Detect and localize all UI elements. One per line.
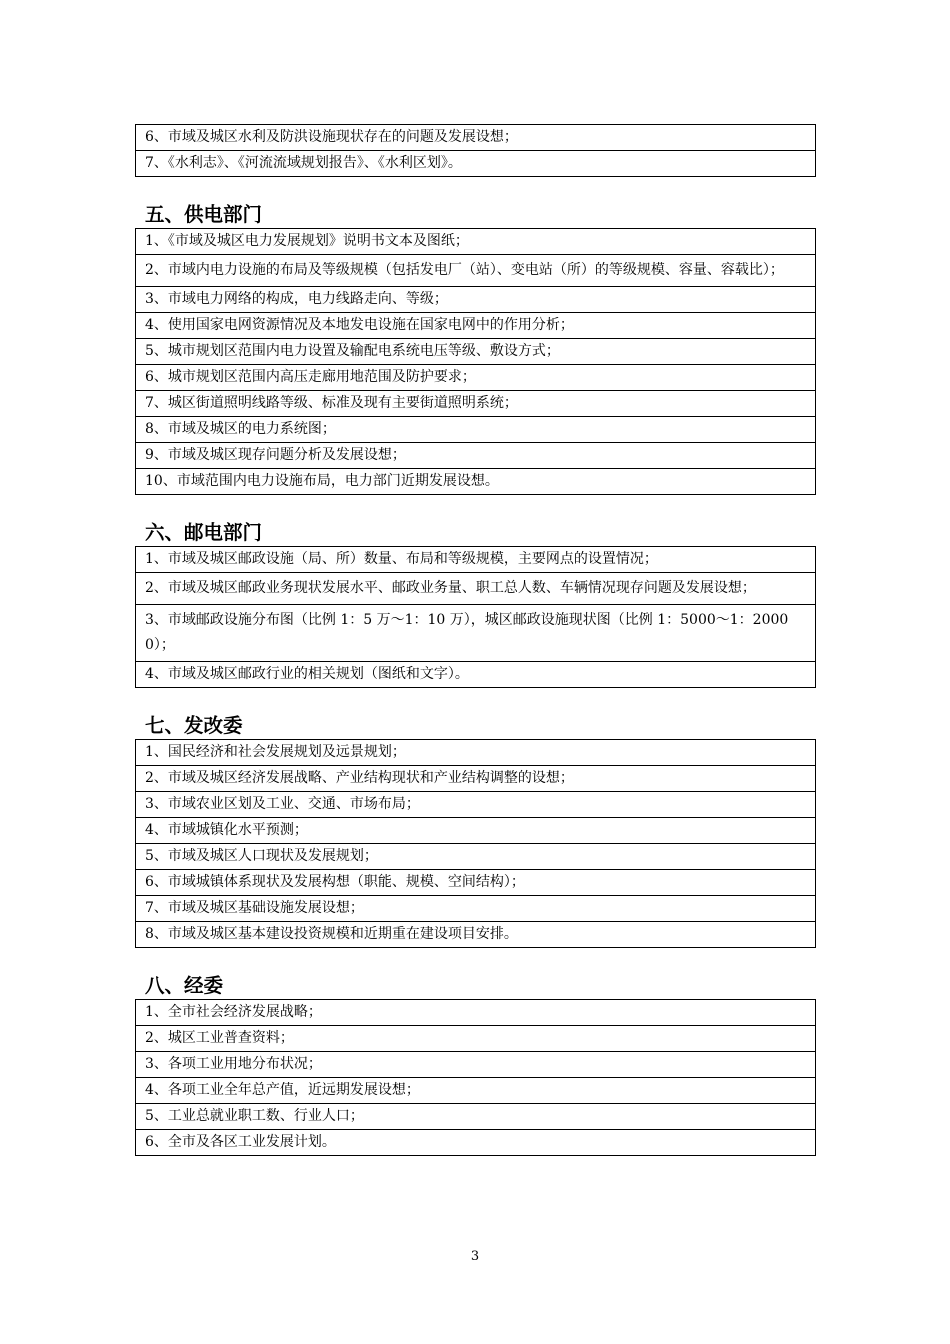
- table-row: [136, 1052, 816, 1078]
- post-items-table: [135, 546, 816, 688]
- table-row: [136, 792, 816, 818]
- table-row: [136, 1078, 816, 1104]
- table-row: [136, 443, 816, 469]
- list-item: 6、市域城镇体系现状及发展构想（职能、规模、空间结构）；: [136, 870, 816, 896]
- table-row: [136, 151, 816, 177]
- table-row: [136, 922, 816, 948]
- list-item: 2、市域内电力设施的布局及等级规模（包括发电厂（站）、变电站（所）的等级规模、容量、容载比）；: [136, 255, 816, 287]
- list-item: 6、全市及各区工业发展计划。: [136, 1130, 816, 1156]
- table-row: [136, 870, 816, 896]
- table-row: [136, 662, 816, 688]
- list-item: 4、使用国家电网资源情况及本地发电设施在国家电网中的作用分析；: [136, 313, 816, 339]
- list-item: 7、《水利志》、《河流流域规划报告》、《水利区划》。: [136, 151, 816, 177]
- table-row: [136, 1104, 816, 1130]
- table-row: [136, 469, 816, 495]
- top-items-table: [135, 124, 816, 177]
- economic-commission-items-table: [135, 999, 816, 1156]
- table-row: [136, 255, 816, 287]
- list-item: 4、市域城镇化水平预测；: [136, 818, 816, 844]
- list-item: 10、市域范围内电力设施布局，电力部门近期发展设想。: [136, 469, 816, 495]
- table-row: [136, 818, 816, 844]
- list-item: 7、市域及城区基础设施发展设想；: [136, 896, 816, 922]
- table-row: [136, 896, 816, 922]
- list-item: 5、城市规划区范围内电力设置及输配电系统电压等级、敷设方式；: [136, 339, 816, 365]
- table-row: [136, 766, 816, 792]
- table-row: [136, 547, 816, 573]
- table-row: [136, 573, 816, 605]
- development-reform-items-table: [135, 739, 816, 948]
- page-number: 3: [470, 1249, 480, 1264]
- section-heading-development-reform: 七、发改委: [145, 714, 243, 737]
- list-item: 9、市域及城区现存问题分析及发展设想；: [136, 443, 816, 469]
- list-item: 4、市域及城区邮政行业的相关规划（图纸和文字）。: [136, 662, 816, 688]
- table-row: [136, 605, 816, 662]
- list-item: 1、《市域及城区电力发展规划》说明书文本及图纸；: [136, 229, 816, 255]
- section-heading-post: 六、邮电部门: [145, 521, 263, 544]
- list-item: 6、市域及城区水利及防洪设施现状存在的问题及发展设想；: [136, 125, 816, 151]
- list-item: 3、各项工业用地分布状况；: [136, 1052, 816, 1078]
- list-item: 7、城区街道照明线路等级、标准及现有主要街道照明系统；: [136, 391, 816, 417]
- table-row: [136, 339, 816, 365]
- table-row: [136, 229, 816, 255]
- list-item: 4、各项工业全年总产值，近远期发展设想；: [136, 1078, 816, 1104]
- table-row: [136, 287, 816, 313]
- list-item: 2、市域及城区经济发展战略、产业结构现状和产业结构调整的设想；: [136, 766, 816, 792]
- table-row: [136, 365, 816, 391]
- list-item: 2、市域及城区邮政业务现状发展水平、邮政业务量、职工总人数、车辆情况现存问题及发展设想；: [136, 573, 816, 605]
- table-row: [136, 313, 816, 339]
- table-row: [136, 1026, 816, 1052]
- section-heading-power: 五、供电部门: [145, 203, 263, 226]
- document-page: [135, 124, 816, 1156]
- list-item: 6、城市规划区范围内高压走廊用地范围及防护要求；: [136, 365, 816, 391]
- power-items-table: [135, 228, 816, 495]
- table-row: [136, 125, 816, 151]
- list-item: 8、市域及城区的电力系统图；: [136, 417, 816, 443]
- section-heading-economic-commission: 八、经委: [145, 974, 224, 997]
- table-row: [136, 844, 816, 870]
- list-item: 5、市域及城区人口现状及发展规划；: [136, 844, 816, 870]
- list-item: 1、市域及城区邮政设施（局、所）数量、布局和等级规模，主要网点的设置情况；: [136, 547, 816, 573]
- list-item: 3、市域电力网络的构成，电力线路走向、等级；: [136, 287, 816, 313]
- table-row: [136, 1000, 816, 1026]
- table-row: [136, 740, 816, 766]
- table-row: [136, 1130, 816, 1156]
- list-item: 8、市域及城区基本建设投资规模和近期重在建设项目安排。: [136, 922, 816, 948]
- list-item: 3、市域邮政设施分布图（比例 1：5 万～1：10 万），城区邮政设施现状图（比例 1：5000～1：20000）；: [136, 605, 816, 662]
- list-item: 1、全市社会经济发展战略；: [136, 1000, 816, 1026]
- list-item: 3、市域农业区划及工业、交通、市场布局；: [136, 792, 816, 818]
- list-item: 1、国民经济和社会发展规划及远景规划；: [136, 740, 816, 766]
- list-item: 2、城区工业普查资料；: [136, 1026, 816, 1052]
- table-row: [136, 417, 816, 443]
- list-item: 5、工业总就业职工数、行业人口；: [136, 1104, 816, 1130]
- table-row: [136, 391, 816, 417]
